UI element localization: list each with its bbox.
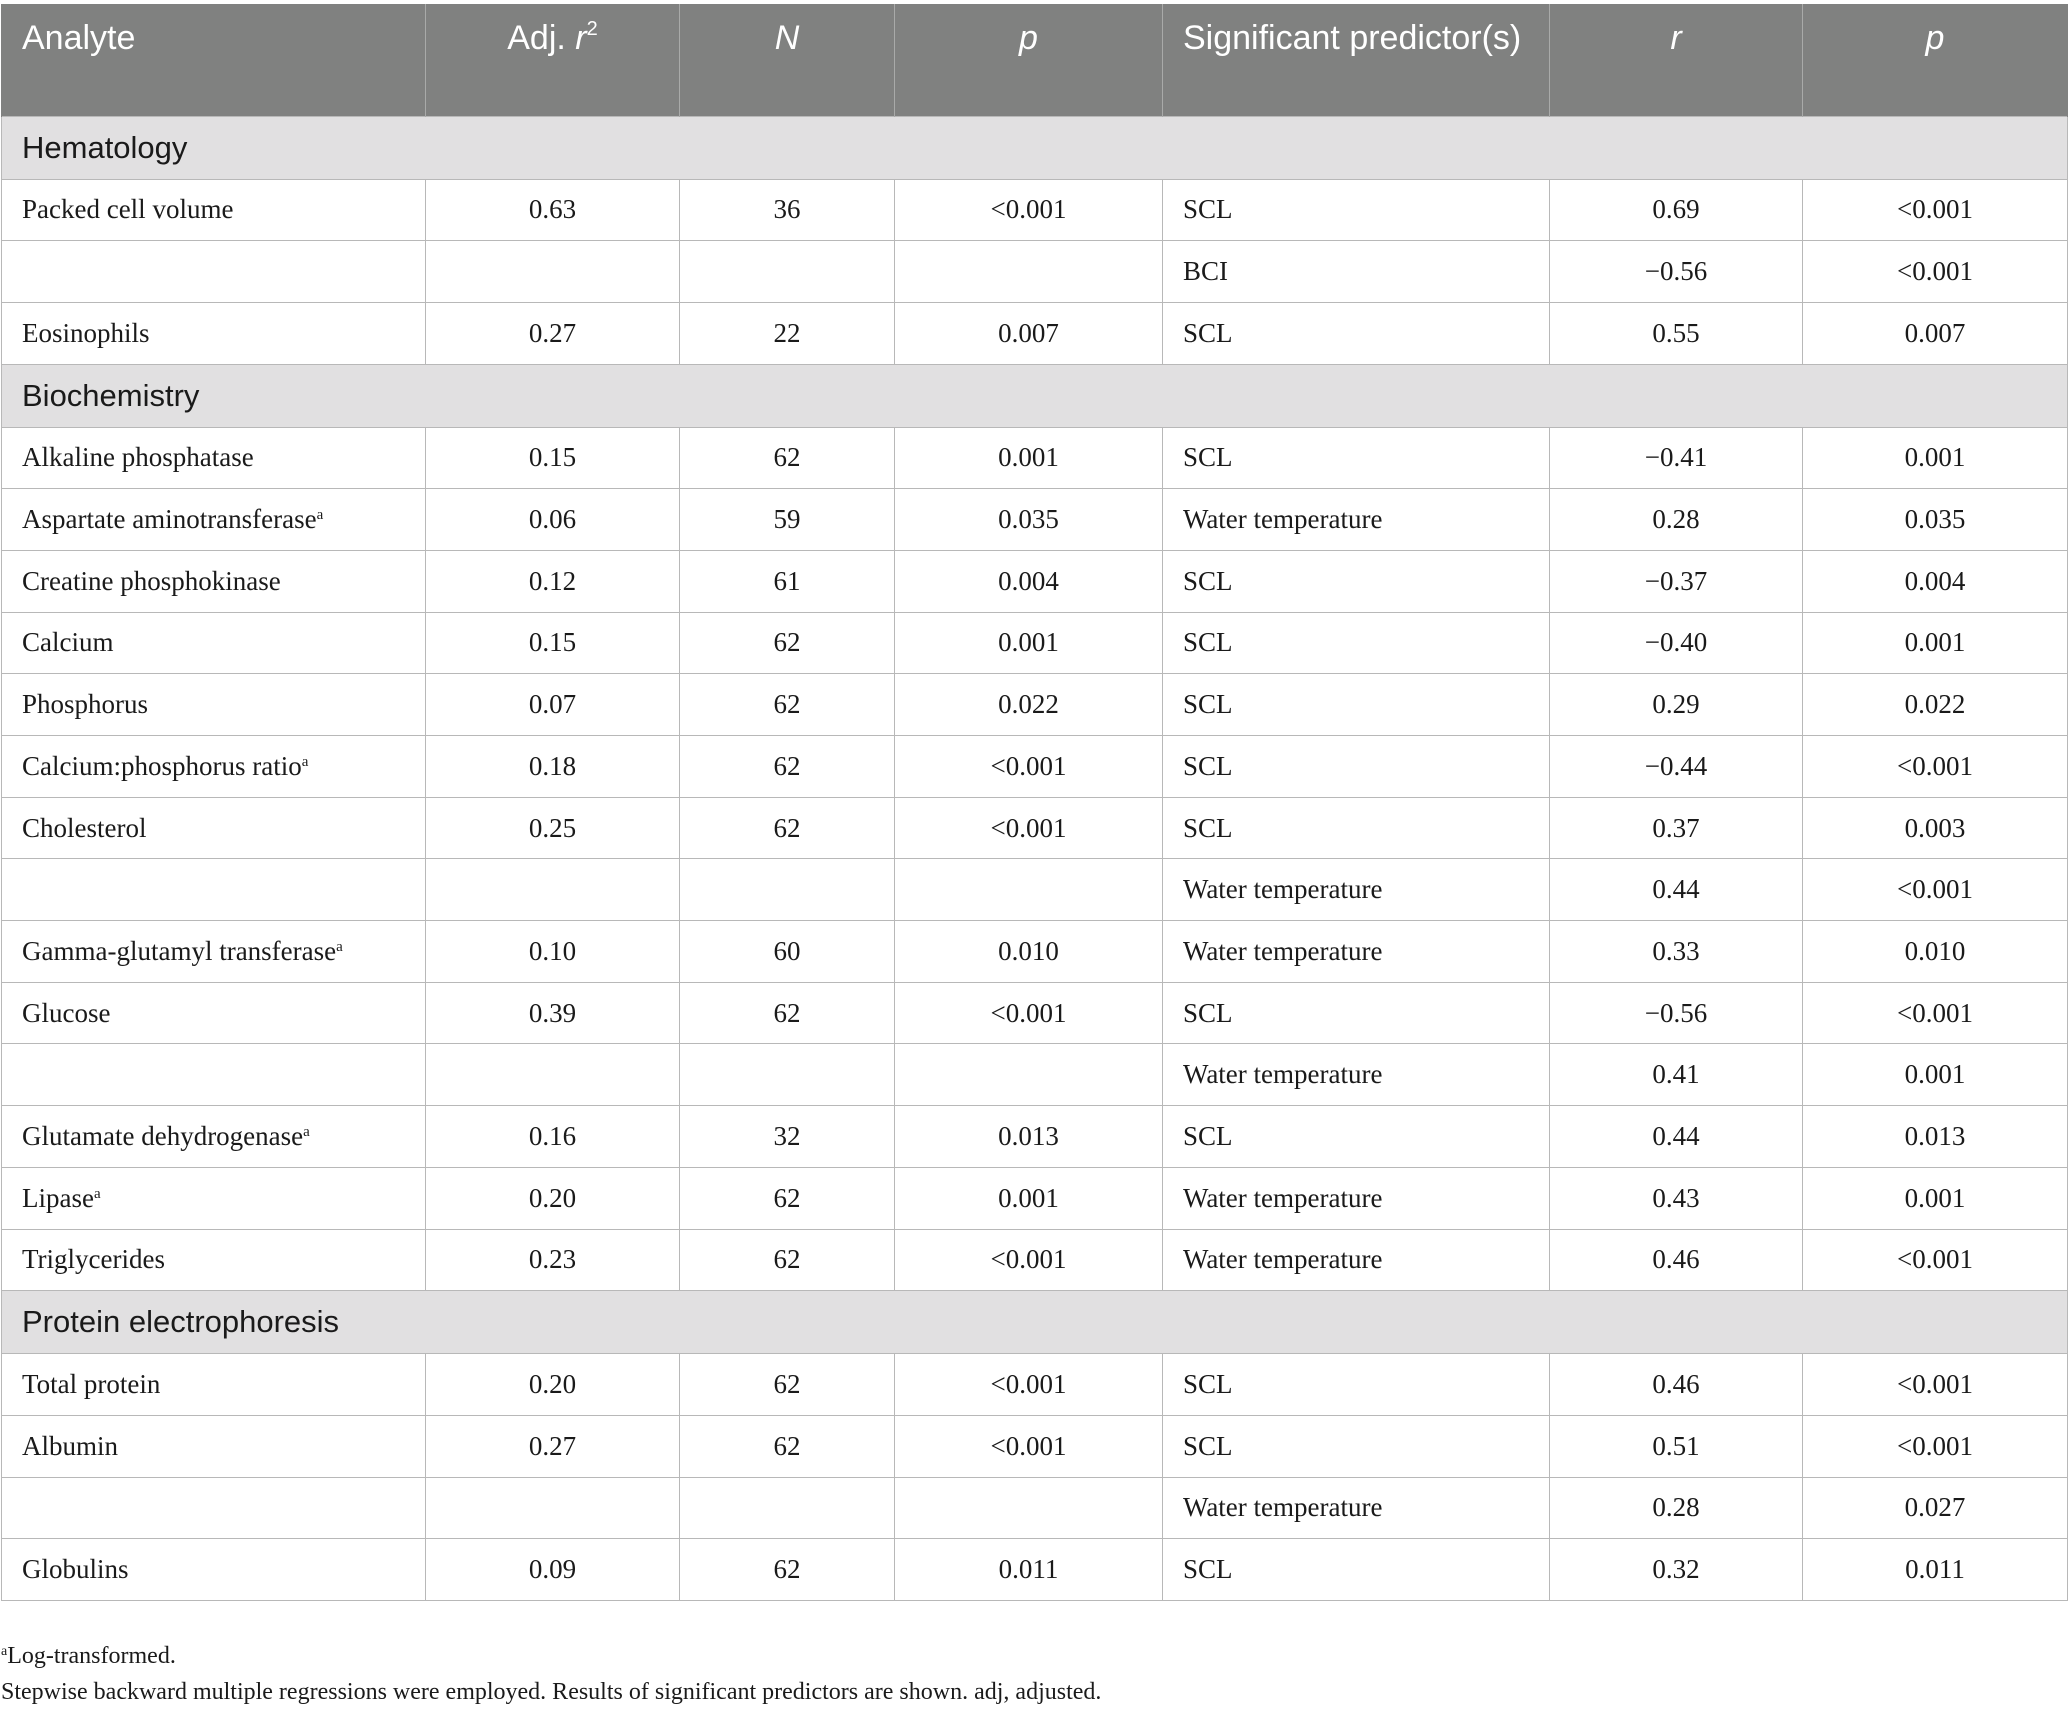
cell-predictor: Water temperature — [1163, 1477, 1550, 1539]
cell-p: 0.013 — [895, 1106, 1163, 1168]
table-row — [2, 241, 2068, 303]
analyte-name: Glucose — [22, 997, 111, 1028]
table-row — [2, 859, 2068, 921]
header-adj-r2-var: r — [575, 19, 587, 57]
analyte-name: Eosinophils — [22, 317, 150, 348]
table-row — [2, 1354, 2068, 1416]
cell-analyte — [2, 1167, 426, 1229]
cell-p-predictor: 0.001 — [1803, 1044, 2068, 1106]
cell-p-predictor: 0.035 — [1803, 489, 2068, 551]
cell-analyte — [2, 1539, 426, 1601]
cell-n: 32 — [680, 1106, 895, 1168]
analyte-name: Lipase — [22, 1182, 94, 1213]
cell-predictor: SCL — [1163, 1354, 1550, 1416]
table-row — [2, 921, 2068, 983]
header-adj-r2-prefix: Adj. — [507, 19, 576, 57]
table-row — [2, 1539, 2068, 1601]
header-n-label: N — [774, 19, 800, 57]
cell-n — [680, 859, 895, 921]
analyte-name: Alkaline phosphatase — [22, 442, 254, 473]
cell-n: 22 — [680, 302, 895, 364]
cell-n: 62 — [680, 674, 895, 736]
cell-analyte — [2, 1415, 426, 1477]
cell-n — [680, 1044, 895, 1106]
header-adj-r2-sup: 2 — [586, 18, 598, 40]
cell-n: 62 — [680, 1539, 895, 1601]
cell-n: 60 — [680, 921, 895, 983]
cell-adj-r2: 0.06 — [426, 489, 680, 551]
cell-r: 0.55 — [1550, 302, 1803, 364]
table-row — [2, 736, 2068, 798]
table-body — [2, 116, 2068, 1600]
cell-predictor: SCL — [1163, 736, 1550, 798]
cell-n: 62 — [680, 797, 895, 859]
section-title: Hematology — [2, 116, 2068, 179]
cell-n: 59 — [680, 489, 895, 551]
cell-p-predictor: <0.001 — [1803, 1354, 2068, 1416]
cell-adj-r2: 0.18 — [426, 736, 680, 798]
header-p-predictor-label: p — [1925, 19, 1945, 57]
cell-p-predictor: <0.001 — [1803, 859, 2068, 921]
cell-analyte — [2, 982, 426, 1044]
cell-adj-r2: 0.20 — [426, 1354, 680, 1416]
cell-p — [895, 859, 1163, 921]
cell-r: 0.46 — [1550, 1229, 1803, 1291]
cell-n: 62 — [680, 1415, 895, 1477]
cell-analyte — [2, 427, 426, 489]
cell-predictor: SCL — [1163, 982, 1550, 1044]
cell-p-predictor: 0.001 — [1803, 427, 2068, 489]
cell-analyte — [2, 921, 426, 983]
cell-r: 0.44 — [1550, 859, 1803, 921]
header-r — [1550, 4, 1803, 116]
analyte-name: Gamma-glutamyl transferase — [22, 935, 337, 966]
cell-adj-r2: 0.15 — [426, 427, 680, 489]
regression-results-table — [1, 4, 2068, 1601]
table-row — [2, 674, 2068, 736]
cell-adj-r2: 0.20 — [426, 1167, 680, 1229]
cell-r: −0.41 — [1550, 427, 1803, 489]
cell-p: 0.001 — [895, 612, 1163, 674]
cell-analyte — [2, 736, 426, 798]
cell-r: 0.28 — [1550, 1477, 1803, 1539]
cell-predictor: Water temperature — [1163, 1044, 1550, 1106]
cell-predictor: SCL — [1163, 550, 1550, 612]
cell-adj-r2: 0.10 — [426, 921, 680, 983]
cell-r: 0.69 — [1550, 179, 1803, 241]
cell-predictor: SCL — [1163, 302, 1550, 364]
cell-p-predictor: <0.001 — [1803, 1415, 2068, 1477]
table-row — [2, 1477, 2068, 1539]
cell-p: <0.001 — [895, 982, 1163, 1044]
log-transformed-marker: a — [301, 753, 309, 770]
cell-analyte — [2, 1354, 426, 1416]
table-footnotes — [1, 1638, 1101, 1710]
cell-n — [680, 1477, 895, 1539]
analyte-name: Calcium:phosphorus ratio — [22, 750, 302, 781]
cell-p: <0.001 — [895, 1415, 1163, 1477]
cell-n: 62 — [680, 612, 895, 674]
cell-predictor: Water temperature — [1163, 489, 1550, 551]
cell-r: 0.29 — [1550, 674, 1803, 736]
cell-r: −0.56 — [1550, 241, 1803, 303]
cell-p-predictor: 0.022 — [1803, 674, 2068, 736]
cell-p: <0.001 — [895, 1229, 1163, 1291]
cell-predictor: Water temperature — [1163, 1229, 1550, 1291]
table-row — [2, 427, 2068, 489]
cell-r: 0.28 — [1550, 489, 1803, 551]
cell-adj-r2: 0.16 — [426, 1106, 680, 1168]
cell-p-predictor: 0.010 — [1803, 921, 2068, 983]
log-transformed-marker: a — [336, 938, 343, 955]
cell-analyte — [2, 179, 426, 241]
cell-predictor: SCL — [1163, 1106, 1550, 1168]
cell-analyte — [2, 1106, 426, 1168]
cell-n: 62 — [680, 1167, 895, 1229]
cell-predictor: SCL — [1163, 612, 1550, 674]
cell-p-predictor: 0.001 — [1803, 1167, 2068, 1229]
analyte-name: Globulins — [22, 1554, 129, 1585]
table-row — [2, 489, 2068, 551]
section-title: Biochemistry — [2, 364, 2068, 427]
header-p-predictor — [1803, 4, 2068, 116]
table-row — [2, 612, 2068, 674]
cell-p: 0.022 — [895, 674, 1163, 736]
cell-predictor: BCI — [1163, 241, 1550, 303]
table-row — [2, 797, 2068, 859]
cell-p-predictor: 0.004 — [1803, 550, 2068, 612]
cell-predictor: SCL — [1163, 427, 1550, 489]
cell-adj-r2: 0.25 — [426, 797, 680, 859]
cell-r: 0.44 — [1550, 1106, 1803, 1168]
footnote-method: Stepwise backward multiple regressions were employed. Results of significant predictors are shown. adj, adjusted. — [1, 1679, 1102, 1705]
table-row — [2, 982, 2068, 1044]
cell-r: 0.46 — [1550, 1354, 1803, 1416]
cell-n: 62 — [680, 1354, 895, 1416]
table-row — [2, 1415, 2068, 1477]
analyte-name: Total protein — [22, 1369, 161, 1400]
cell-p: 0.001 — [895, 1167, 1163, 1229]
cell-p-predictor: 0.011 — [1803, 1539, 2068, 1601]
header-analyte: Analyte — [2, 4, 426, 116]
cell-adj-r2: 0.27 — [426, 1415, 680, 1477]
cell-p: <0.001 — [895, 179, 1163, 241]
cell-n — [680, 241, 895, 303]
cell-adj-r2: 0.15 — [426, 612, 680, 674]
cell-r: −0.56 — [1550, 982, 1803, 1044]
analyte-name: Creatine phosphokinase — [22, 565, 281, 596]
cell-adj-r2: 0.23 — [426, 1229, 680, 1291]
cell-r: −0.37 — [1550, 550, 1803, 612]
cell-p: <0.001 — [895, 736, 1163, 798]
table-row — [2, 302, 2068, 364]
cell-analyte — [2, 1044, 426, 1106]
header-n — [680, 4, 895, 116]
cell-n: 62 — [680, 427, 895, 489]
cell-r: −0.44 — [1550, 736, 1803, 798]
cell-p: 0.010 — [895, 921, 1163, 983]
cell-n: 61 — [680, 550, 895, 612]
analyte-name: Packed cell volume — [22, 194, 234, 225]
analyte-name: Phosphorus — [22, 689, 149, 720]
cell-n: 62 — [680, 736, 895, 798]
cell-predictor: Water temperature — [1163, 1167, 1550, 1229]
cell-p-predictor: 0.027 — [1803, 1477, 2068, 1539]
cell-predictor: SCL — [1163, 179, 1550, 241]
analyte-name: Albumin — [22, 1430, 119, 1461]
footnote-log-text: Log-transformed. — [7, 1643, 176, 1669]
table-row — [2, 179, 2068, 241]
cell-adj-r2: 0.39 — [426, 982, 680, 1044]
cell-analyte — [2, 1477, 426, 1539]
header-p-label: p — [1019, 19, 1038, 57]
cell-analyte — [2, 674, 426, 736]
cell-p — [895, 241, 1163, 303]
cell-predictor: SCL — [1163, 1539, 1550, 1601]
cell-p: 0.007 — [895, 302, 1163, 364]
cell-n: 36 — [680, 179, 895, 241]
cell-r: 0.43 — [1550, 1167, 1803, 1229]
cell-p-predictor: 0.001 — [1803, 612, 2068, 674]
cell-analyte — [2, 241, 426, 303]
cell-analyte — [2, 489, 426, 551]
cell-r: 0.51 — [1550, 1415, 1803, 1477]
cell-p — [895, 1044, 1163, 1106]
cell-p-predictor: <0.001 — [1803, 982, 2068, 1044]
cell-p-predictor: <0.001 — [1803, 1229, 2068, 1291]
table-row — [2, 1229, 2068, 1291]
log-transformed-marker: a — [93, 1185, 101, 1202]
section-title: Protein electrophoresis — [2, 1291, 2068, 1354]
section-row — [2, 116, 2068, 179]
header-p — [895, 4, 1163, 116]
analyte-name: Aspartate aminotransferase — [22, 504, 317, 535]
cell-p: <0.001 — [895, 797, 1163, 859]
cell-analyte — [2, 612, 426, 674]
cell-analyte — [2, 1229, 426, 1291]
cell-predictor: SCL — [1163, 674, 1550, 736]
cell-p: 0.011 — [895, 1539, 1163, 1601]
cell-r: 0.37 — [1550, 797, 1803, 859]
log-transformed-marker: a — [303, 1123, 310, 1140]
cell-r: 0.41 — [1550, 1044, 1803, 1106]
cell-adj-r2: 0.09 — [426, 1539, 680, 1601]
analyte-name: Calcium — [22, 627, 114, 658]
footnote-marker: a — [1, 1644, 8, 1659]
cell-p: 0.004 — [895, 550, 1163, 612]
header-r-label: r — [1670, 19, 1682, 57]
cell-adj-r2: 0.12 — [426, 550, 680, 612]
table-row — [2, 1106, 2068, 1168]
cell-analyte — [2, 550, 426, 612]
cell-analyte — [2, 797, 426, 859]
header-adj-r2 — [426, 4, 680, 116]
cell-p-predictor: 0.013 — [1803, 1106, 2068, 1168]
cell-adj-r2 — [426, 859, 680, 921]
table-row — [2, 1167, 2068, 1229]
header-row — [2, 4, 2068, 116]
cell-r: 0.32 — [1550, 1539, 1803, 1601]
cell-r: −0.40 — [1550, 612, 1803, 674]
cell-predictor: SCL — [1163, 1415, 1550, 1477]
cell-adj-r2 — [426, 241, 680, 303]
analyte-name: Glutamate dehydrogenase — [22, 1120, 304, 1151]
cell-p: <0.001 — [895, 1354, 1163, 1416]
cell-p-predictor: <0.001 — [1803, 241, 2068, 303]
footnote-log-transformed — [1, 1638, 1101, 1674]
cell-adj-r2 — [426, 1477, 680, 1539]
cell-p: 0.001 — [895, 427, 1163, 489]
cell-p — [895, 1477, 1163, 1539]
cell-adj-r2: 0.27 — [426, 302, 680, 364]
section-row — [2, 1291, 2068, 1354]
cell-predictor: SCL — [1163, 797, 1550, 859]
cell-r: 0.33 — [1550, 921, 1803, 983]
header-significant-predictors: Significant predictor(s) — [1163, 4, 1550, 116]
cell-p: 0.035 — [895, 489, 1163, 551]
cell-n: 62 — [680, 1229, 895, 1291]
cell-adj-r2: 0.63 — [426, 179, 680, 241]
log-transformed-marker: a — [316, 507, 324, 524]
cell-adj-r2: 0.07 — [426, 674, 680, 736]
table-row — [2, 1044, 2068, 1106]
table-header — [2, 4, 2068, 116]
cell-adj-r2 — [426, 1044, 680, 1106]
section-row — [2, 364, 2068, 427]
cell-analyte — [2, 302, 426, 364]
cell-p-predictor: <0.001 — [1803, 736, 2068, 798]
cell-analyte — [2, 859, 426, 921]
cell-predictor: Water temperature — [1163, 859, 1550, 921]
analyte-name: Cholesterol — [22, 812, 147, 843]
analyte-name: Triglycerides — [22, 1244, 165, 1275]
table-row — [2, 550, 2068, 612]
cell-p-predictor: 0.003 — [1803, 797, 2068, 859]
cell-n: 62 — [680, 982, 895, 1044]
cell-predictor: Water temperature — [1163, 921, 1550, 983]
cell-p-predictor: <0.001 — [1803, 179, 2068, 241]
cell-p-predictor: 0.007 — [1803, 302, 2068, 364]
